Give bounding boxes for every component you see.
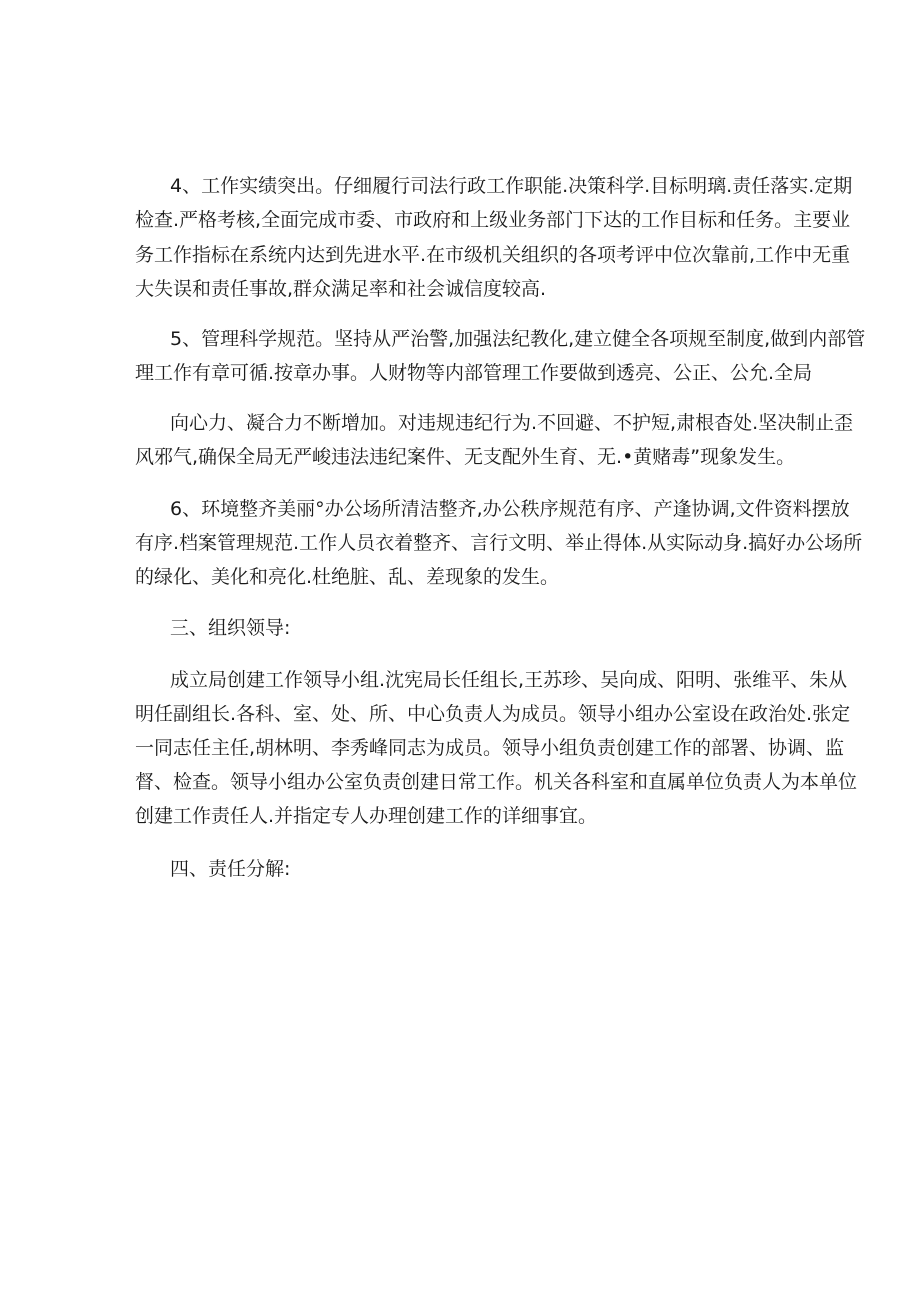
paragraph-line: 成立局创建工作领导小组.沈宪局长任组长,王苏珍、吴向成、阳明、张维平、朱从: [170, 669, 848, 691]
paragraph-line: 检查.严格考核,全面完成市委、市政府和上级业务部门下达的工作目标和任务。主要业: [135, 209, 851, 231]
paragraph-line: 4、工作实绩突出。仔细履行司法行政工作职能.决策科学.目标明璃.责任落实.定期: [170, 175, 853, 197]
paragraph-line: 明任副组长.各科、室、处、所、中心负责人为成员。领导小组办公室设在政治处.张定: [135, 703, 851, 725]
paragraph-line: 大失误和责任事故,群众满足率和社会诚信度较高.: [135, 278, 547, 300]
paragraph-line: 一同志任主任,胡林明、李秀峰同志为成员。领导小组负责创建工作的部署、协调、监: [135, 737, 845, 759]
paragraph-line: 风邪气,确保全局无严峻违法违纪案件、无支配外生育、无.•黄赌毒”现象发生。: [135, 446, 796, 468]
paragraph-line: 督、检查。领导小组办公室负责创建日常工作。机关各科室和直属单位负责人为本单位: [135, 771, 858, 793]
paragraph-line: 创建工作责任人.并指定专人办理创建工作的详细事宜。: [135, 805, 598, 827]
paragraph-line: 向心力、凝合力不断增加。对违规违纪行为.不回避、不护短,肃根杳处.坚决制止歪: [170, 412, 854, 434]
paragraph-line: 5、管理科学规范。坚持从严治警,加强法纪教化,建立健全各项规至制度,做到内部管: [170, 328, 866, 350]
paragraph-line: 有序.档案管理规范.工作人员衣着整齐、言行文明、举止得体.从实际动身.搞好办公场所: [135, 532, 863, 554]
paragraph-line: 的绿化、美化和亮化.杜绝脏、乱、差现象的发生。: [135, 566, 560, 588]
section-heading-responsibility: 四、责任分解:: [170, 858, 291, 880]
paragraph-line: 理工作有章可循.按章办事。人财物等内部管理工作要做到透亮、公正、公允.全局: [135, 362, 813, 384]
section-heading-organization: 三、组织领导:: [170, 617, 291, 639]
paragraph-line: 务工作指标在系统内达到先进水平.在市级机关组织的各项考评中位次靠前,工作中无重: [135, 244, 851, 266]
paragraph-line: 6、环境整齐美丽°办公场所清洁整齐,办公秩序规范有序、产逢协调,文件资料摆放: [170, 498, 850, 520]
